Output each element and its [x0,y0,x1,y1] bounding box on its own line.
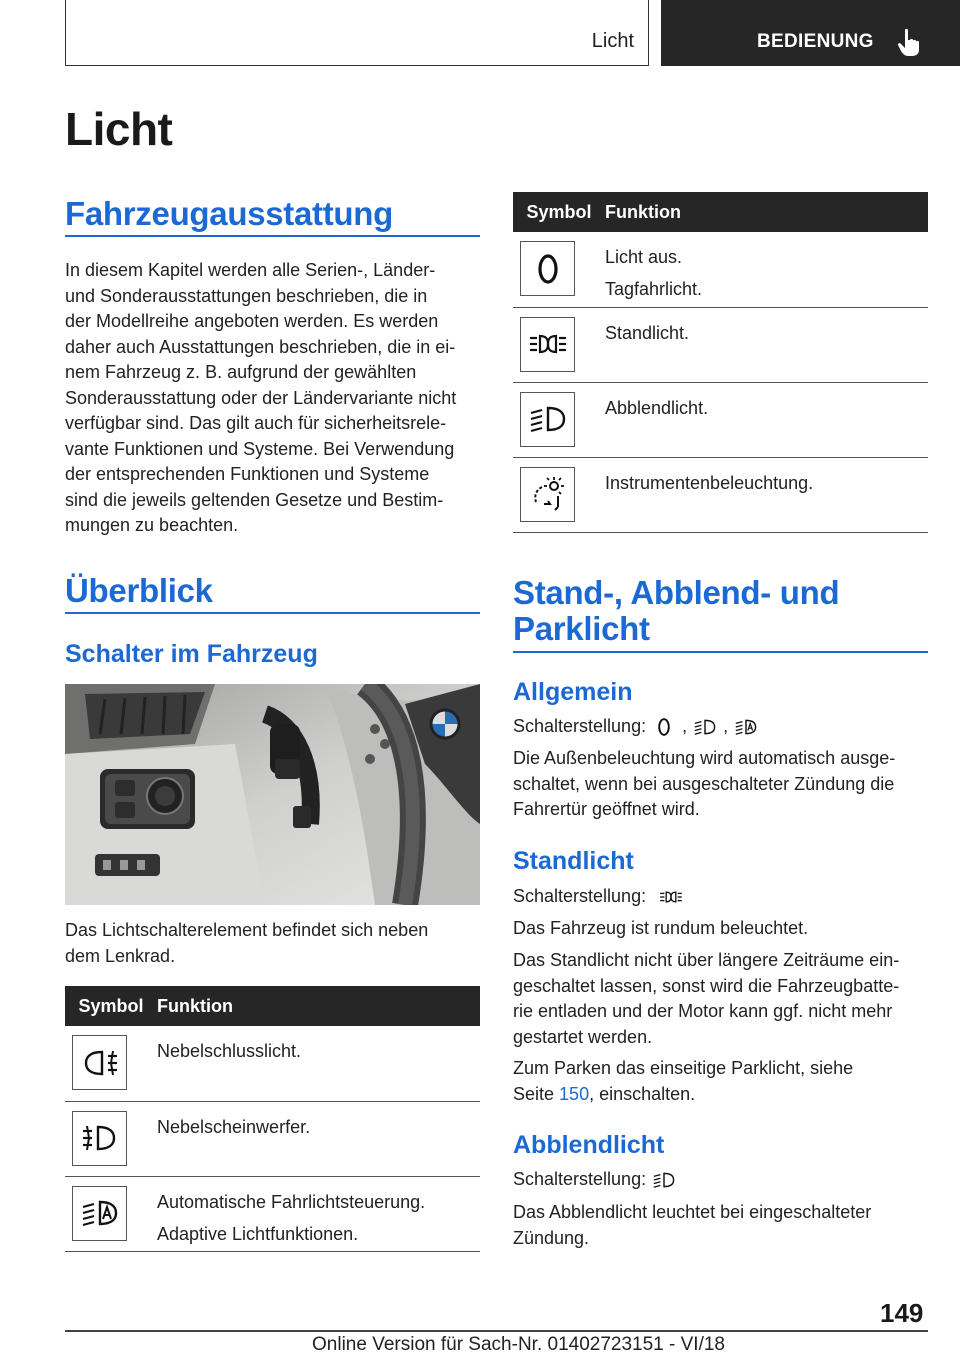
function-text: Nebelscheinwerfer. [157,1116,311,1137]
zero-position-icon [651,715,677,739]
symbol-box [520,392,575,447]
heading-line: Stand-, Abblend- und [513,574,840,611]
symbol-box [72,1186,127,1241]
text-line [513,1082,931,1108]
text-line: der entsprechenden Funktionen und Systeme [65,464,430,484]
pointing-hand-icon [897,27,923,57]
symbol-box [520,241,575,296]
parking-light-icon [528,324,568,364]
text-fragment: , einschalten. [589,1083,696,1104]
function-cell [157,1101,480,1176]
right-symbol-table [513,192,928,533]
text-line: Zündung. [513,1227,590,1248]
table-row [65,1026,480,1101]
function-text: Nebelschlusslicht. [157,1041,302,1061]
separator: , [682,716,688,736]
function-text: Tagfahrlicht. [605,279,703,299]
header-chapter-tab[interactable] [661,0,960,66]
column-header-symbol: Symbol [65,986,157,1026]
text-line: Das Standlicht nicht über längere Zeiträume ein- [513,950,900,970]
heading-schalter-im-fahrzeug: Schalter im Fahrzeug [65,640,318,668]
photo-caption [65,918,480,969]
heading-rule [65,612,480,614]
function-cell [605,232,928,307]
paragraph-fahrzeugausstattung [65,258,483,539]
automatic-headlight-icon [80,1193,120,1233]
switch-position-label: Schalterstellung: [513,716,647,736]
column-header-funktion: Funktion [157,986,480,1026]
abblend-switch-position [513,1167,931,1193]
function-text: Automatische Fahrlichtsteuerung. [157,1191,426,1212]
heading-allgemein: Allgemein [513,678,633,706]
function-text: Standlicht. [605,322,690,343]
symbol-cell [65,1101,157,1176]
function-text: Instrumentenbeleuchtung. [605,472,814,493]
heading-rule [513,651,928,653]
text-line: Zum Parken das einseitige Parklicht, siehe [513,1058,854,1078]
heading-standlicht: Standlicht [513,847,634,875]
table-row [513,382,928,457]
text-line: sind die jeweils geltenden Gesetze und Bestim- [65,489,444,510]
paragraph-standlicht-1: Das Fahrzeug ist rundum beleuchtet. [513,918,809,938]
left-symbol-table [65,986,480,1252]
heading-abblendlicht: Abblendlicht [513,1131,665,1159]
text-fragment: Seite [513,1083,555,1104]
text-line: gestartet werden. [513,1026,653,1047]
page-title: Licht [65,103,173,155]
text-line: dem Lenkrad. [65,945,176,966]
low-beam-icon [651,1168,677,1192]
heading-stand-abblend-parklicht [513,575,839,647]
text-line: und Sonderausstattungen beschrieben, die in [65,285,428,306]
heading-line: Parklicht [513,610,650,647]
low-beam-icon [692,715,718,739]
switch-position-label: Schalterstellung: [513,886,647,906]
function-cell [157,1176,480,1251]
zero-position-icon [528,249,568,289]
function-cell [157,1026,480,1101]
text-line: rie entladen und der Motor kann ggf. nicht mehr [513,1001,893,1021]
column-header-funktion: Funktion [605,192,928,232]
text-line: nem Fahrzeug z. B. aufgrund der gewählten [65,362,417,382]
text-line: der Modellreihe angeboten werden. Es werden [65,311,439,331]
standlicht-switch-position [513,884,931,910]
heading-ueberblick: Überblick [65,572,213,609]
function-cell [605,382,928,457]
instrument-lighting-icon [528,474,568,514]
table-header-row [65,986,480,1026]
text-line: mungen zu beachten. [65,515,239,535]
table-row [513,307,928,382]
text-line: Die Außenbeleuchtung wird automatisch ausge- [513,748,896,768]
header-chapter-title: BEDIENUNG [757,31,874,52]
header-section-box [65,0,649,66]
text-line: Das Lichtschalterelement befindet sich neben [65,920,429,940]
footer-rule [65,1330,928,1332]
text-line: Fahrertür geöffnet wird. [513,799,700,819]
symbol-cell [65,1026,157,1101]
symbol-cell [513,457,605,532]
parking-light-icon [651,885,691,909]
automatic-headlight-icon [733,715,759,739]
text-line: Das Abblendlicht leuchtet bei eingeschalteter [513,1202,872,1222]
symbol-cell [513,307,605,382]
symbol-box [520,317,575,372]
footer-online-version: Online Version für Sach-Nr. 01402723151 - VI/18 [312,1334,725,1355]
page-number: 149 [880,1298,924,1328]
text-line: verfügbar sind. Das gilt auch für sicherheitsrele- [65,413,447,433]
text-line: daher auch Ausstattungen beschrieben, die in ei- [65,336,456,357]
paragraph-abblendlicht [513,1200,931,1251]
switch-position-label: Schalterstellung: [513,1169,647,1189]
front-fog-light-icon [80,1118,120,1158]
heading-fahrzeugausstattung: Fahrzeugausstattung [65,195,393,232]
text-line: geschaltet lassen, sonst wird die Fahrzeugbatte- [513,975,900,996]
paragraph-parken [513,1056,931,1107]
heading-rule [65,235,480,237]
table-row [65,1176,480,1251]
function-cell [605,307,928,382]
text-line: schaltet, wenn bei ausgeschalteter Zündung die [513,773,895,794]
paragraph-standlicht-2 [513,948,931,1050]
symbol-cell [65,1176,157,1251]
text-line: Sonderausstattung oder der Ländervariante nicht [65,387,457,408]
symbol-box [72,1035,127,1090]
function-text: Licht aus. [605,247,683,267]
table-row [513,232,928,307]
page-reference-link[interactable]: 150 [559,1083,590,1104]
header-section-title: Licht [591,30,634,52]
text-line: vante Funktionen und Systeme. Bei Verwendung [65,438,455,459]
symbol-box [520,467,575,522]
separator: , [723,716,729,736]
table-row [65,1101,480,1176]
text-line: In diesem Kapitel werden alle Serien-, Länder- [65,260,436,280]
paragraph-allgemein [513,746,931,823]
column-header-symbol: Symbol [513,192,605,232]
table-header-row [513,192,928,232]
light-switch-photo [65,684,480,905]
function-text: Abblendlicht. [605,397,709,418]
table-row [513,457,928,532]
low-beam-icon [528,399,568,439]
allgemein-switch-positions [513,714,931,740]
symbol-box [72,1111,127,1166]
function-text: Adaptive Lichtfunktionen. [157,1223,359,1244]
symbol-cell [513,232,605,307]
rear-fog-light-icon [80,1043,120,1083]
function-cell [605,457,928,532]
symbol-cell [513,382,605,457]
